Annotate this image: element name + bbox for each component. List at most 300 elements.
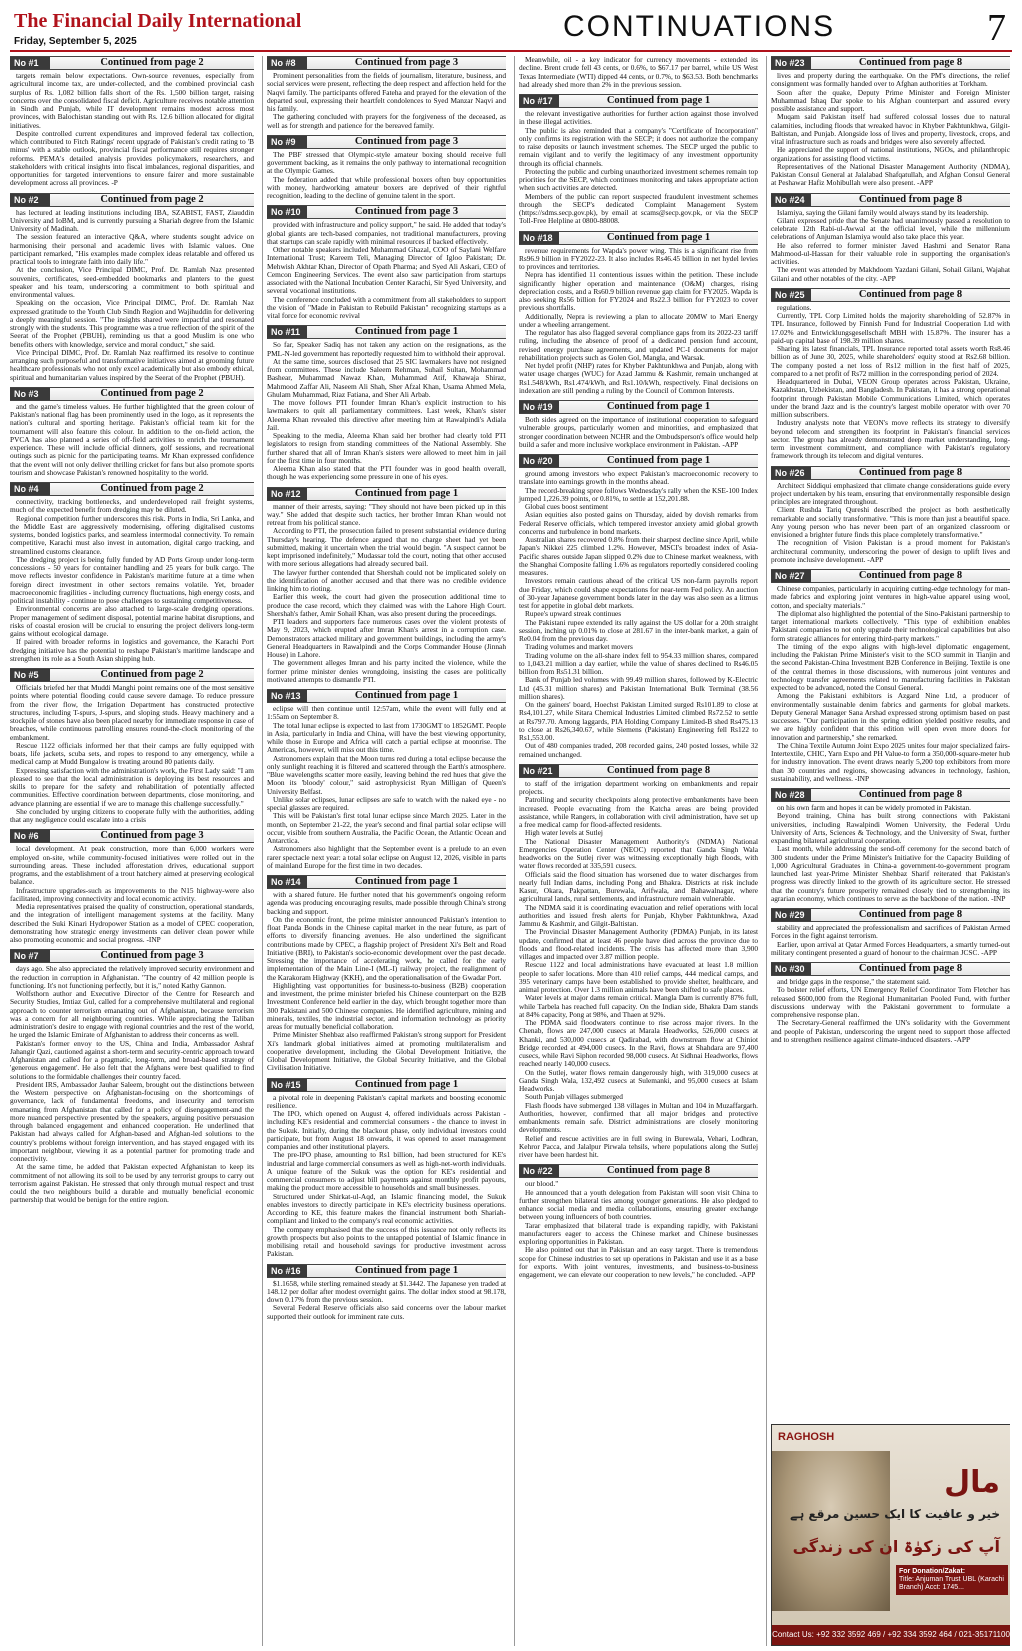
article-body [771,924,1010,957]
ad-portrait-image [772,1451,890,1611]
article-paragraph: The PDMA said floodwaters continue to rise across major rivers. In the Chenab, flows are 247,000 cusecs at Marala Headworks, 526,000 cusecs at Khanki, and 530,000 cusecs at Qadirabad, with downstream flow at Chiniot Bridge recorded at 494,000 cusecs. In the Ravi, flows at Shahdara are 97,400 cusecs, while Ravi Siphon recorded 98,000 cusecs. At Sidhnai Headworks, flows reached nearly 140,000 cusecs. [519,1018,758,1069]
article-paragraph: Net hydel profit (NHP) rates for Khyber Pakhtunkhwa and Punjab, along with water usage charges (WUC) for Azad Jammu & Kashmir, remain unchanged at Rs1.548/kWh, Rs1.474/kWh, and Rs1.10/kWh, respectively. Final decisions on indexation are still pending a ruling by the Council of Common Interests. [519,361,758,395]
continued-from-label: Continued from page 2 [100,483,204,494]
article-header [519,231,758,245]
article-number: No #30 [771,963,811,975]
article-body [771,209,1010,283]
ad-contact: Contact Us: +92 332 3592 469 / +92 334 3592 464 / 021-35171100 [772,1625,1010,1645]
continued-from-label: Continued from page 1 [354,876,459,887]
continued-from-label: Continued from page 8 [858,963,963,974]
article-body [10,498,254,663]
article-paragraph: on his own farm and hopes it can be widely promoted in Pakistan. [777,803,971,812]
article [771,569,1010,783]
article-paragraph: Representatives of the National Disaster Management Authority (NDMA), Pakistan Consul General at Jalalabad Shafqatullah, and Afghan Consul General at Peshawar Hafiz Mohibullah were also present. -APP [771,161,1010,188]
article-paragraph: The session featured an interactive Q&A, where students sought advice on harmonising their personal and academic lives with Islamic values. One participant remarked, "His examples made complex ideas relatable and offered us practical tools to integrate faith into daily life." [10,232,254,266]
article-paragraph: On the Sutlej, water flows remain dangerously high, with 319,000 cusecs at Ganda Singh Wala, 132,492 cusecs at Sulemanki, and 95,000 cusecs at Islam Headworks. [519,1067,758,1093]
continued-from-label: Continued from page 8 [858,57,963,68]
article-number: No #8 [267,57,307,69]
article-paragraph: $1.1658, while sterling remained steady at $1.3442. The Japanese yen traded at 148.12 per dollar after modest overnight gains. The dollar index stood at 98.178, down 0.17% from the previous session. [267,1278,506,1304]
article-header [267,205,506,219]
article [519,400,758,449]
article-paragraph: Rupee's upward streak continues [525,609,622,619]
article [267,689,506,870]
article-body [267,341,506,481]
article-paragraph: Prime Minister Shehbaz also reaffirmed Pakistan's strong support for President Xi's landmark global initiatives aimed at promoting multilateralism and cooperative development, including the Global Development Initiative, the Global Development Initiative, the Global Security Initiative, and the Global Civilisation Initiative. [267,1030,506,1073]
article [771,466,1010,565]
continued-from-label: Continued from page 8 [858,909,963,920]
article-body [267,1094,506,1259]
article-header [771,288,1010,302]
article-paragraph: Among the Pakistani exhibitors is Azgard Nine Ltd, a producer of environmentally sustainable denim fabrics and garments for global markets. Deputy General Manager Sana Arshad expressed strong optimism based on past successes. "Our participation in the spring edition yielded positive results, and we are highly confident that this edition will open even more doors for innovation and partnership," she remarked. [771,691,1010,742]
article-paragraph: The dredging project is being fully funded by AD Ports Group under long-term concessions - 50 years for container handling and 25 years for bulk cargo. The move reflects investor confidence in Pakistan's maritime future at a time when foreign direct investment in other sectors remains volatile. Yet, broader macroeconomic fragilities - including currency fluctuations, high energy costs, and political instability - continue to pose challenges to sustaining competitiveness. [10,554,254,605]
continued-from-label: Continued from page 8 [858,193,963,205]
article-paragraph: Flash floods have submerged 138 villages in Multan and 104 in Muzaffargarh. Authorities, however, confirmed that all major bridges and protective embankments remain safe. District administrations are closely monitoring developments. [519,1100,758,1135]
article-paragraph: eclipse will then continue until 12:57am, while the event will fully end at 1:55am on September 8. [267,704,506,722]
article-paragraph: The lawyer further contended that Shershah could not be implicated solely on the identification of another accused and that there was no credible evidence linking him to rioting. [267,567,506,593]
article-paragraph: Last month, while addressing the send-off ceremony for the second batch of 300 students under the Prime Minister's Initiative for the Capacity Building of 1,000 Agricultural Graduates in China-a government-to-government program launched last year-Prime Minister Shehbaz Sharif reiterated that Pakistan's progress was directly linked to the growth of its agriculture sector. He stressed that the country's future prosperity remained closely tied to strengthening its agrarian economy, which continues to serve as the backbone of the nation. -INP [771,844,1010,903]
article-paragraph: Sharing its latest financials, TPL Insurance reported total assets worth Rs8.46 billion as of June 30, 2025, while shareholders' equity stood at Rs2.68 billion. The company posted a net loss of Rs12 million in the first half of 2025, compared to a net profit of Rs72 million in the corresponding period of 2024. [771,344,1010,378]
section-title: CONTINUATIONS [563,10,836,43]
article-number: No #4 [10,483,50,495]
article-paragraph: On the economic front, the prime minister announced Pakistan's intention to float Panda Bonds in the Chinese capital market in the near future, as part of efforts to diversify financing avenues. He also underlined the significant contributions made by CPEC, a flagship project of President Xi's Belt and Road Initiative (BRI), to Pakistan's socio-economic development over the past decade. Stressing the importance of accelerating work, he called for the early implementation of the Main Line-I (ML-I) railway project, the realignment of the Karakoram Highway (KKH), and the operationalisation of the Gwadar Port. [267,914,506,982]
article-paragraph: Infrastructure upgrades-such as improvements to the N15 highway-were also facilitated, improving connectivity and local economic activity. [10,885,254,903]
article-paragraph: Headquartered in Dubai, VEON Group operates across Pakistan, Ukraine, Kazakhstan, Uzbekistan, and Bangladesh. In Pakistan, it has a strong operational footprint through Pakistan Mobile Communications Limited, which operates under the brand Jazz and is the country's largest mobile operator with over 70 million subscribers. [771,377,1010,419]
article-number: No #9 [267,136,307,148]
ad-donation-box [896,1565,1008,1595]
article-number: No #21 [519,765,559,777]
article-header [771,56,1010,70]
article-paragraph: On the gainers' board, Hoechst Pakistan Limited surged Rs101.89 to close at Rs4,101.27, while Sitara Chemical Industries Limited climbed Rs72.52 to settle at Rs797.70. Among laggards, PIA Holding Company Limited-B shed Rs475.13 to close at Rs26,340.67, while Siemens (Pakistan) Engineering fell Rs122 to Rs1,553.00. [519,700,758,742]
article-paragraph: The Provincial Disaster Management Authority (PDMA) Punjab, in its latest update, confirmed that at least 46 people have died across the province due to floods and flood-related incidents. The crisis has affected more than 3,900 villages and impacted over 3.87 million people. [519,927,758,961]
article [267,205,506,320]
article-number: No #20 [519,455,559,467]
article-body [10,403,254,477]
article-paragraph: targets remain below expectations. Own-source revenues, especially from agricultural income tax, are under-collected, and the combined provincial cash surplus of Rs. 1,082 billion falls short of the Rs. 1,500 billion target, raising concerns over the consolidated fiscal deficit. Agriculture receives notable attention in Sindh and Punjab, while IT development remains modest across most provinces, with Balochistan standing out with Rs. 12.6 billion allocated for digital initiatives. [10,71,254,130]
article-paragraph: Structured under Shirkat-ul-Aqd, an Islamic financing model, the Sukuk enables investors to directly participate in KE's electricity business operations. According to KE, this feature makes the financial instrument both Shariah-compliant and linked to the company's real economic activities. [267,1191,506,1226]
article-paragraph: So far, Speaker Sadiq has not taken any action on the resignations, as the PML-N-led government has reportedly requested him to withhold their approval. [267,340,506,358]
article-paragraph: Astronomers also highlight that the September event is a prelude to an even rarer spectacle next year: a total solar eclipse on August 12, 2026, visible in parts of mainland Europe for the first time in two decades. [267,844,506,870]
article-paragraph: Officials briefed her that Muddi Manghi point remains one of the most sensitive points where potential flooding could cause severe damage. To reduce pressure from the river flow, the Irrigation Department has constructed protective structures, including T-spurs, J-spurs, and sloping studs. Heavy machinery and a stockpile of stones have also been placed nearby for immediate response in case of breaches, while continuous patrolling ensures round-the-clock monitoring of the embankment. [10,683,254,742]
article-body [10,209,254,382]
article-header [771,466,1010,480]
article-number: No #18 [519,232,559,244]
article-paragraph: At the conclusion, Vice Principal DIMC, Prof. Dr. Ramlah Naz presented souvenirs, certificates, seed-embedded bookmarks and planters to the guest speaker and his team, underscoring a commitment to both spiritual and environmental values. [10,265,254,299]
article-paragraph: The China Textile Autumn Joint Expo 2025 unites four major specialized fairs-Intertextile, CHIC, Yarn Expo and PH Value-to form a 350,000-square-meter hub for industry innovation. The event draws nearly 5,200 top exhibitors from more than 30 countries and regions, showcasing advances in technology, fashion, sustainability, and wellness. -INP [771,740,1010,783]
article-body [267,1280,506,1321]
column-1 [10,56,254,1646]
article [10,56,254,188]
article-paragraph: The event was attended by Makhdoom Yazdani Gilani, Sohail Gilani, Wajahat Gilani and other notables of the city. -APP [771,265,1010,283]
article-body [267,705,506,870]
article-header [771,569,1010,583]
article [10,482,254,663]
article-paragraph: Earlier this week, the court had given the prosecution additional time to produce the case record, which they claimed was with the Lahore High Court. Shershah's father, Amir Sohail Khan, was also present during the proceedings. [267,592,506,618]
continued-from-label: Continued from page 2 [100,193,204,205]
article-number: No #27 [771,570,811,582]
article-header [267,135,506,149]
article-paragraph: Highlighting vast opportunities for business-to-business (B2B) cooperation and investment, the prime minister briefed his Chinese counterpart on the B2B Investment Conference held earlier in the day, which brought together more than 300 Pakistani and 500 Chinese companies. He identified agriculture, mining and minerals, textiles, the industrial sector, and information technology as priority areas for mutually beneficial collaboration. [267,980,506,1031]
article-paragraph: The PBF stressed that Olympic-style amateur boxing should receive full government backing, as it remains the only pathway to international recognition at the Olympic Games. [267,149,506,176]
continued-from-label: Continued from page 1 [354,487,459,499]
article-paragraph: Global cues boost sentiment [525,502,609,511]
continued-from-label: Continued from page 1 [354,1264,459,1276]
article [267,135,506,201]
article-paragraph: a pivotal role in deepening Pakistan's capital markets and boosting economic resilience. [267,1092,506,1110]
article-paragraph: has lectured at leading institutions including IBA, SZABIST, FAST, Ziauddin University and IoBM, and is currently pursuing a Shariah degree from the Islamic University of Madinah. [10,207,254,233]
article-paragraph: The conference concluded with a commitment from all stakeholders to support the vision of "Made in Pakistan to Rebuild Pakistan" recognizing startups as a vital force for economic revival [267,294,506,320]
article-number: No #22 [519,1165,559,1177]
article-paragraph: Despite controlled current expenditures and improved federal tax collection, which contributed to Fitch Ratings' recent upgrade of Pakistan's credit rating to 'B minus' with a stable outlook, provincial fiscal performance still requires stronger reforms. PEMA's detailed analysis provides policymakers, researchers, and stakeholders with critical insights into fiscal imbalances, regional disparities, and opportunities for targeted interventions to ensure fairer and more sustainable development across all provinces. -P [10,128,254,188]
continued-from-label: Continued from page 1 [354,326,459,338]
article-number: No #13 [267,690,307,702]
continued-from-label: Continued from page 1 [606,455,711,466]
ad-subline: خیر و عافیت کا ایک حسین مرقع ہے [790,1507,1000,1521]
continued-from-label: Continued from page 8 [858,466,963,478]
article-paragraph: to staff of the irrigation department working on embankments and repair projects. [519,778,758,796]
issue-date: Friday, September 5, 2025 [14,36,137,47]
article-paragraph: Aleema Khan also stated that the PTI founder was in good health overall, though he was experiencing some pressure in one of his eyes. [267,464,506,482]
article-header [519,94,758,108]
article-paragraph: South Punjab villages submerged [525,1092,623,1102]
article-paragraph: President IRS, Ambassador Jauhar Saleem, brought out the distinctions between the Western perspective on Afghanistan-focusing on the shortcomings of governance, lack of fundamental freedoms, and insecurity and terrorism emanating from Afghanistan that called for a policy of disengagement-and the more nuanced perspective presented by the speakers, arguing positive persuasion through balanced engagement and enhanced cooperation. He underlined that Pakistan had always called for Afghan-based and Afghan-led solutions to the country's problems without foreign intervention, and has stayed engaged with its important neighbour, viewing it as a potential partner for promoting trade and connectivity. [10,1079,254,1163]
article [10,829,254,944]
continued-from-label: Continued from page 3 [354,206,459,218]
article-number: No #6 [10,830,50,842]
article [771,288,1010,461]
article-paragraph: The pre-IPO phase, amounting to Rs1 billion, had been structured for KE's industrial and large commercial consumers as well as high-net-worth individuals. A unique feature of the Sukuk was the option for KE's residential and commercial consumers to adjust bill payments against monthly profit payouts, making the product more accessible to households and small businesses. [267,1150,506,1193]
article-paragraph: The move follows PTI founder Imran Khan's explicit instruction to his lawmakers to quit all parliamentary committees. Last week, Khan's sister Aleema Khan revealed this directive after meeting him at Rawalpindi's Adiala Jail. [267,398,506,432]
article-paragraph: According to PTI, the prosecution failed to present substantial evidence during Thursday's hearing. The defence argued that no charge sheet had yet been submitted, making it uncertain when the trial would begin. "A suspect cannot be kept imprisoned indefinitely," Mudassar told the court, noting that other accused with more serious allegations had already secured bail. [267,526,506,569]
columns-container [10,56,1012,1646]
article-paragraph: Muqam said Pakistan itself had suffered colossal losses due to natural calamities, including floods that wreaked havoc in Khyber Pakhtunkhwa, Gilgit-Baltistan, and Punjab. Alongside loss of lives and property, livestock, crops, and vital infrastructure such as roads and bridges were also severely affected. [771,112,1010,146]
article-paragraph: The NDMA said it is coordinating evacuation and relief operations with local authorities and issued fresh alerts for Punjab, Khyber Pakhtunkhwa, Azad Jammu & Kashmir, and Gilgit-Baltistan. [519,902,758,928]
article-paragraph: Tarar emphasized that bilateral trade is expanding rapidly, with Pakistani manufacturers eager to access the Chinese market and Chinese businesses exploring opportunities in Pakistan. [519,1220,758,1246]
article-header [10,193,254,207]
article-number: No #11 [267,326,307,338]
article [519,56,758,89]
article [771,193,1010,283]
continued-from-label: Continued from page 3 [354,135,459,147]
article [10,387,254,477]
article-paragraph: He appreciated the support of national institutions, NGOs, and philanthropic organizations for assisting flood victims. [771,145,1010,163]
article-paragraph: Beyond training, China has built strong connections with Pakistani universities, including Rawalpindi Women University, the Federal Urdu University of Arts, Sciences & Technology, and the University of Swat, further expanding bilateral agricultural cooperation. [771,811,1010,845]
article-paragraph: stability and appreciated the professionalism and sacrifices of Pakistan Armed Forces in the fight against terrorism. [771,923,1010,941]
article-paragraph: He announced that a youth delegation from Pakistan will soon visit China to further strengthen bilateral ties among younger generations. He also pledged to enhance social media and media collaborations, ensuring greater exchange between young influencers of both countries. [519,1187,758,1222]
article-header [10,56,254,70]
article-body [771,304,1010,461]
article-paragraph: He also referred to former minister Javed Hashmi and Senator Rana Mahmood-ul-Hassan for their valuable role in supporting the organisation's activities. [771,240,1010,266]
article-paragraph: The IPO, which opened on August 4, offered individuals across Pakistan - including KE's residential and commercial consumers - the chance to invest in the Sukuk. Initially, during the blackout phase, only individual investors could participate, but from August 18 onwards, it was opened to asset management companies and other institutional players. [267,1109,506,1151]
article [267,1078,506,1259]
article-paragraph: Other notable speakers included Muhammad Ghazal, COO of Saylani Welfare International Trust; Kareem Teli, Managing Director of Igloo Pakistan; Dr. Mehwish Akhtar Khan, Director of Opath Pharma; and Syed Ali Askari, CEO of Cemcon Engineering Services. The event also saw participation from startups associated with the National Incubation Center Karachi, Sir Syed University, and several vocational institutions. [267,245,506,296]
continued-from-label: Continued from page 2 [100,57,204,68]
article-paragraph: our blood." [525,1179,559,1189]
article-paragraph: Earlier, upon arrival at Qatar Armed Forces Headquarters, a smartly turned-out military contingent presented a guard of honour to the chairman JCSC. -APP [771,939,1010,957]
newspaper-title: The Financial Daily International [14,10,302,32]
article-number: No #26 [771,467,811,479]
article-paragraph: Currently, TPL Corp Limited holds the majority shareholding of 52.87% in TPL Insurance, followed by Finnish Fund for Industrial Cooperation Ltd with 17.02% and Entwicklungsgesellschaft MBH with 15.87%. The insurer has a paid-up capital base of 198.39 million shares. [771,311,1010,345]
column-3 [514,56,758,1646]
article-paragraph: Wolfsthorn author and Executive Director of the Centre for Research and Security Studies, Imtiaz Gul, called for a comprehensive multilateral and regional approach to counter terrorism emanating out of Afghanistan, because terrorism was a concern for all neighbouring countries. While appreciating the Taliban administration's desire to engage with regional countries and the rest of the world, he urged the Islamic Emirate of Afghanistan to address their concerns as well. [10,989,254,1040]
page-number: 7 [987,7,1006,49]
article-paragraph: lives and property during the earthquake. On the PM's directions, the relief consignment was formally handed over to Afghan authorities at Torkham. [771,71,1010,89]
article-paragraph: Water levels at major dams remain critical. Mangla Dam is currently 87% full, while Tarbela has reached full capacity. On the Indian side, Bhakra Dam stands at 84% capacity, Pong at 98%, and Thaen at 92%. [519,993,758,1019]
article-body [771,978,1010,1044]
article-paragraph: To bolster relief efforts, UN Emergency Relief Coordinator Tom Fletcher has released $600,000 from the Regional Humanitarian Pooled Fund, with further discussions underway with the Pakistani government to formulate a comprehensive response plan. [771,985,1010,1019]
continued-from-label: Continued from page 2 [100,669,204,680]
article-paragraph: The Pakistani rupee extended its rally against the US dollar for a 20th straight session, inching up 0.01% to close at 281.67 in the inter-bank market, a gain of Re0.04 from the previous day. [519,617,758,643]
masthead [10,6,1012,50]
article-paragraph: Unlike solar eclipses, lunar eclipses are safe to watch with the naked eye - no special glasses are required. [267,794,506,812]
article-paragraph: local development. At peak construction, more than 6,000 workers were employed on-site, while community-focused initiatives were rolled out in the surrounding areas. These included afforestation drives, educational support programs, and the establishment of a trout hatchery aimed at preserving ecological balance. [10,844,254,887]
article-body [519,110,758,226]
article-paragraph: The record-breaking spree follows Wednesday's rally when the KSE-100 Index jumped 1,226.39 points, or 0.81%, to settle at 152,201.88. [519,485,758,503]
article-paragraph: Environmental concerns are also attached to large-scale dredging operations. Proper management of sediment disposal, potential marine habitat disruptions, and risks of coastal erosion will be crucial to ensuring the project delivers long-term gains without ecological damage. [10,604,254,638]
ad-headline: مال [944,1465,1000,1500]
article-paragraph: Meanwhile, oil - a key indicator for currency movements - extended its decline. Brent crude fell 43 cents, or 0.6%, to $67.17 per barrel, while US West Texas Intermediate (WTI) dipped 44 cents, or 0.7%, to $63.53. Both benchmarks had already shed more than 2% in the previous session. [519,56,758,89]
ad-donation-title: For Donation/Zakat: [899,1568,966,1575]
article-header [519,454,758,468]
article-paragraph: The recognition of Vision Pakistan is a proud moment for Pakistan's architectural community, underscoring the power of design to uplift lives and promote inclusive development. -APP [771,538,1010,564]
article-number: No #19 [519,401,559,413]
article-body [267,221,506,320]
article-body [771,585,1010,783]
article-header [10,949,254,963]
article-paragraph: Investors remain cautious ahead of the critical US non-farm payrolls report due Friday, which could shape expectations for near-term Fed policy. An auction of 30-year Japanese government bonds later in the day was also seen as a litmus test for appetite in global debt markets. [519,576,758,610]
article-body [519,470,758,759]
article [519,1164,758,1279]
article-number: No #23 [771,57,811,69]
article-paragraph: Patrolling and security checkpoints along protective embankments have been increased. People evacuating from the Katcha areas are being provided assistance, while Rangers, in collaboration with civil administration, have set up a free medical camp for flood-affected residents. [519,795,758,829]
continued-from-label: Continued from page 3 [354,57,459,68]
article-paragraph: Soon after the quake, Deputy Prime Minister and Foreign Minister Muhammad Ishaq Dar spoke to his Afghan counterpart and assured every possible assistance and support. [771,87,1010,113]
article-paragraph: Expressing satisfaction with the administration's work, the First Lady said: "I am pleased to see that the local administration is deploying its best resources and skills to prepare for the safety and rehabilitation of potentially affected communities. Effective coordination between departments, close monitoring, and advance planning are essential if we are to manage this challenge successfully." [10,765,254,808]
article-paragraph: and bridge gaps in the response," the statement said. [777,977,931,986]
article-paragraph: Media representatives praised the quality of construction, operational standards, and the integration of intelligent management systems at the facility. Many described the Suki Kinari Hydropower Station as a model of CPEC cooperation, demonstrating how strategic energy investments can deliver clean power while also promoting economic and social progress. -INP [10,902,254,944]
masthead-rule [10,50,1012,52]
article-paragraph: The timing of the expo aligns with high-level diplomatic engagement, including the Pakistan Prime Minister's visit to the SCO summit in Tianjin and the second Pakistan-China Investment B2B Conference in Beijing. Textile is one of the central themes in those discussions, with numerous joint ventures and technology transfer agreements related to manufacturing facilities in Pakistan expected to be advanced, noted the Consul General. [771,641,1010,692]
article-paragraph: Pakistan's former envoy to the US, China and India, Ambassador Ashraf Jahangir Qazi, cautioned against a short-term and security-centric approach toward Afghanistan and called for a pragmatic, long-term, and broad-based strategy of 'generous engagement'. He also felt that the Afghans were best qualified to find solutions to the formidable challenges their country faced. [10,1038,254,1081]
article-number: No #5 [10,669,50,681]
article-number: No #7 [10,950,50,962]
zakat-advertisement[interactable] [771,1424,1010,1646]
article-paragraph: with a shared future. He further noted that his government's ongoing reform agenda was producing encouraging results, made possible through China's strong backing and support. [267,890,506,916]
article-paragraph: Speaking to the media, Aleema Khan said her brother had clearly told PTI legislators to resign from standing committees of the National Assembly. She further shared that all of Imran Khan's sisters were allowed to meet him in jail for the first time in four months. [267,431,506,465]
article-paragraph: High water levels at Sutlej [525,828,603,838]
article [771,788,1010,903]
article [771,56,1010,188]
article-paragraph: and the game's timeless values. He further highlighted that the green colour of Pakistan's national flag has been prominently used in the logo, as it represents the nation's cultural and sporting heritage. Pakistan's official team kit for the tournament will also feature this colour. In addition to the on-field action, the PVCA has also planned a series of off-field activities to enrich the tournament experience. These will include official dinners, golf sessions, and recreational outings such as picnic for the participating teams. Mr Khan expressed confidence that the event will not only deliver thrilling cricket for fans but also promote sports tourism and showcase Pakistan's renowned hospitality to the world. [10,401,254,477]
continued-from-label: Continued from page 8 [858,570,963,581]
article-paragraph: Relief and rescue activities are in full swing in Burewala, Vehari, Lodhran, Kehror Pacca, and Jalalpur Pirwala tehsils, where populations along the Sutlej river have been hardest hit. [519,1133,758,1159]
article-paragraph: Trading volumes and market movers [525,642,633,652]
article-paragraph: Regional competition further underscores this risk. Ports in India, Sri Lanka, and the Middle East are aggressively modernising, offering digitalised customs systems, bonded logistics parks, and seamless intermodal connectivity. To remain competitive, Karachi must also invest in automation, digital cargo tracking, and streamlined customs clearance. [10,513,254,556]
article-header [267,56,506,70]
article-number: No #12 [267,488,307,500]
article-paragraph: At the same time, sources disclosed that 25 SIC lawmakers have not resigned from committees. These include Saleem Rehman, Suhail Sultan, Mohammad Bashear, Muhammad Nawaz Khan, Muhammad Atif, Khawaja Shiraz, Mahmood Zaffar Ali, Naseem Ali Shah, Sher Afzal Khan, Usama Ahmed Mela, Ghulam Muhammad, Riaz Fatiana, and Sher Ali Arbab. [267,356,506,399]
article-paragraph: The total lunar eclipse is expected to last from 1730GMT to 1852GMT. People in Asia, particularly in India and China, will have the best viewing opportunity, while those in Europe and Africa will catch a partial eclipse at moonrise. The Americas, however, will miss out this time. [267,720,506,755]
continued-from-label: Continued from page 3 [100,830,204,842]
article-paragraph: Protecting the public and curbing unauthorized investment schemes remain top priorities for the SECP, which continues monitoring and takes appropriate action when such activities are detected. [519,166,758,193]
article [10,949,254,1204]
article-body [771,72,1010,188]
article-paragraph: Chinese companies, particularly in acquiring cutting-edge technology for man-made fabrics and exploring joint ventures in high-value apparel using wool, cotton, and specialty materials." [771,584,1010,610]
article-paragraph: The diplomat also highlighted the potential of the Sino-Pakistani partnership to target international markets collectively. "This type of exhibition enables Pakistani companies to not only upgrade their technological capabilities but also form strategic alliances for entering third-party markets." [771,608,1010,643]
article-header [10,829,254,843]
column-2 [262,56,506,1646]
article-paragraph: Several Federal Reserve officials also said concerns over the labour market supported their outlook for imminent rate cuts. [267,1303,506,1321]
article [267,875,506,1073]
article-paragraph: The company emphasised that the success of this issuance not only reflects its growth prospects but also points to the untapped potential of Islamic finance in mobilising retail and household savings for productive investment across Pakistan. [267,1224,506,1259]
article [519,454,758,759]
article-number: No #17 [519,95,559,107]
article-paragraph: The government alleges Imran and his party incited the violence, while the former prime minister denies wrongdoing, insisting the cases are politically motivated attempts to dismantle PTI. [267,658,506,684]
article-paragraph: The public is also reminded that a company's "Certificate of Incorporation" only confirms its registration with the SECP; it does not authorize the company to raise deposits or launch investment schemes. The SECP urged the public to remain vigilant and to verify the legitimacy of any investment opportunity through its official channels. [519,125,758,168]
article [10,193,254,382]
article-paragraph: Industry analysts note that VEON's move reflects its strategy to diversify beyond telecom and strengthen its footprint in Pakistan's financial services sector. The group has already demonstrated deep market understanding, long-term investment commitment, and compliance with Pakistan's regulatory framework through its telecom and digital ventures. [771,418,1010,461]
article-paragraph: regulations. [777,302,812,312]
article [267,325,506,481]
article-body [519,780,758,1160]
article-header [10,668,254,682]
article-paragraph: provided with infrastructure and policy support," he said. He added that today's global giants are tech-based companies, not traditional manufacturers, proving that startups can scale rapidly with minimal resources if backed effectively. [267,220,506,246]
article-body [267,72,506,130]
article-header [267,875,506,889]
article-header [267,1078,506,1092]
article-paragraph: revenue requirements for Wapda's power wing. This is a significant rise from Rs96.9 billion in FY2022-23. It also includes Rs46.45 billion in net hydel levies to provinces and territories. [519,245,758,271]
article-paragraph: Officials said the flood situation has worsened due to water discharges from nearly full Indian dams, including Pong and Bhakra. Districts at risk include Kasur, Okara, Pakpattan, Burewala, Arifwala, and Bahawalnagar, where agricultural lands, rural settlements, and infrastructure remain vulnerable. [519,869,758,904]
article-number: No #14 [267,876,307,888]
article-paragraph: He also pointed out that in Pakistan and an easy target. There is tremendous scope for Chinese industries to set up operations in Pakistan and use it as a base for exports. With joint ventures, investments, and business-to-business engagement, we can elevate our cooperation to new levels," he concluded. -APP [519,1245,758,1279]
article-body [519,1180,758,1279]
article-number: No #15 [267,1079,307,1091]
article [267,1264,506,1321]
article-body [267,891,506,1073]
article-body [10,845,254,944]
article-paragraph: Trading volume on the all-share index fell to 954.33 million shares, compared to 1,043.21 million a day earlier, while the value of shares declined to Rs46.05 billion from Rs51.31 billion. [519,650,758,676]
article-body [10,965,254,1204]
continued-from-label: Continued from page 8 [606,764,711,776]
article-body [267,503,506,685]
article-body [519,416,758,449]
article-paragraph: Out of 480 companies traded, 208 recorded gains, 240 posted losses, while 32 remained unchanged. [519,741,758,759]
continued-from-label: Continued from page 8 [858,789,963,800]
continued-from-label: Continued from page 1 [606,401,711,412]
article-body [267,151,506,201]
article-paragraph: Rescue 1122 and local administrations have evacuated at least 1.8 million people to safer locations. More than 410 relief camps, 444 medical camps, and 395 veterinary camps have been established to provide shelter, healthcare, and animal protection. Over 1.3 million animals have been shifted to safe places. [519,960,758,994]
continued-from-label: Continued from page 1 [606,231,711,243]
article-header [267,1264,506,1278]
continued-from-label: Continued from page 2 [100,387,204,399]
article-paragraph: Client Rushda Tariq Qureshi described the project as both aesthetically remarkable and socially transformative. "This is more than just a beautiful space. Any young person who has never been part of an organized classroom or envisioned a brighter future finds this place completely transformative." [771,505,1010,539]
continued-from-label: Continued from page 1 [606,95,711,106]
article-paragraph: The Secretary-General reaffirmed the UN's solidarity with the Government and people of Pakistan, underscoring the urgent need to support those affected and to strengthen resilience against climate-induced disasters. -APP [771,1018,1010,1044]
article-paragraph: Additionally, Nepra is reviewing a plan to allocate 20MW to Mari Energy under a wheeling arrangement. [519,311,758,329]
ad-donation-body: Title: Anjuman Trust UBL (Karachi Branch) Acct: 1745... [899,1576,1004,1591]
article-paragraph: Both sides agreed on the importance of institutional cooperation to safeguard vulnerable groups, particularly women and minorities, and emphasized that stronger coordination between NCHR and the Ombudsperson's office would help build a safer and more inclusive workplace environment in Pakistan. -APP [519,415,758,449]
article-paragraph: The federation added that while professional boxers often buy opportunities with money, hardworking amateur boxers are deprived of their rightful recognition, leading to the decline of genuine talent in the sport. [267,174,506,200]
article-number: No #28 [771,789,811,801]
article-header [519,400,758,414]
article-paragraph: At the same time, he added that Pakistan expected Afghanistan to keep its commitment of not allowing its soil to be used by any terrorist groups to carry out terrorism against Pakistan. He stressed that only through mutual respect and trust could the two neighbours build a durable and mutually beneficial economic partnership that would be benign for the entire region. [10,1162,254,1205]
continued-from-label: Continued from page 1 [354,1078,459,1090]
article-paragraph: manner of their arrests, saying: "They should not have been picked up in this way." She added that despite such tactics, her brother Imran Khan would not retreat from his political stance. [267,501,506,527]
article [519,94,758,226]
article-paragraph: This will be Pakistan's first total lunar eclipse since March 2025. Later in the month, on September 21-22, the year's second and final partial solar eclipse will occur, visible from southern Australia, the Pacific Ocean, the Atlantic Ocean and Antarctica. [267,811,506,845]
article-paragraph: connectivity, tracking bottlenecks, and underdeveloped rail freight systems, much of the expected benefit from dredging may be diluted. [10,497,254,515]
article-paragraph: Nepra has identified 11 contentious issues within the petition. These include significantly higher operation and maintenance (O&M) charges, rising depreciation costs, and a Rs60.9 billion revenue gap claim for FY2025. Wapda is also seeking Rs56 billion for FY2024 and Rs22.3 billion for FY2023 to cover previous shortfalls. [519,270,758,313]
article-paragraph: Vice Principal DIMC, Prof. Dr. Ramlah Naz reaffirmed its resolve to continue arranging such purposeful and transformative initiatives aimed at grooming future healthcare professionals who not only excel academically but also embody ethical, spiritual and humanitarian values inspired by the Seerat of the Prophet (PBUH). [10,347,254,382]
article [267,56,506,130]
article-header [10,482,254,496]
article-header [771,962,1010,976]
article-number: No #1 [10,57,50,69]
article-body [771,804,1010,903]
article-body [519,56,758,89]
article [519,764,758,1160]
article-paragraph: If paired with broader reforms in logistics and governance, the Karachi Port dredging initiative has the potential to reshape Pakistan's maritime landscape and strengthen its role as a South Asian shipping hub. [10,637,254,663]
article-body [10,72,254,188]
article-paragraph: the relevant investigative authorities for further action against those involved in these illegal activities. [519,109,758,127]
article-header [267,689,506,703]
article-header [771,908,1010,922]
article-paragraph: Bank of Punjab led volumes with 99.49 million shares, followed by K-Electric Ltd (45.31 million shares) and Pakistan International Bulk Terminal (38.56 million shares). [519,675,758,701]
article-number: No #25 [771,289,811,301]
article-paragraph: Gilani expressed pride that the Senate had unanimously passed a resolution to celebrate 12th Rabi-ul-Awwal at the official level, while the millennium celebrations of Anjuman Islamiya would also take place this year. [771,215,1010,242]
article-body [519,247,758,396]
article-header [267,487,506,501]
article-paragraph: Islamiya, saying the Gilani family would always stand by its leadership. [777,207,989,217]
continued-from-label: Continued from page 8 [606,1165,711,1177]
article-body [771,482,1010,565]
article [771,908,1010,957]
article [519,231,758,396]
article [267,487,506,685]
article-paragraph: Astronomers explain that the Moon turns red during a total eclipse because the only sunlight reaching it is filtered and scattered through the Earth's atmosphere. "Blue wavelengths scatter more easily, leaving behind the red hues that give the Moon its 'bloody' colour," said astrophysicist Ryan Milligan of Queen's University Belfast. [267,753,506,796]
article-paragraph: Rescue 1122 officials informed her that their camps are fully equipped with boats, life jackets, scuba sets, and ropes to respond to any emergency, while a medical camp at Mudd Bungalow is treating around 80 patients daily. [10,740,254,767]
article-header [771,193,1010,207]
article-paragraph: days ago. She also appreciated the relatively improved security environment and the reduction in corruption in Afghanistan. "The country of 42 million people is functioning. It's not functioning perfectly, but it is," noted Kathy Gannon. [10,964,254,990]
article-paragraph: Members of the public can report suspected fraudulent investment schemes through the SECP's dedicated Complaint Management System (https://sdms.secp.gov.pk), by email at scams@secp.gov.pk, or via the SECP Toll-Free Helpline at 0800-88008. [519,191,758,226]
continued-from-label: Continued from page 8 [858,288,963,300]
article-number: No #24 [771,194,811,206]
article-paragraph: The gathering concluded with prayers for the forgiveness of the deceased, as well as for strength and patience for the bereaved family. [267,112,506,130]
article-header [771,788,1010,802]
article-paragraph: Australian shares recovered 0.8% from their sharpest decline since April, while Japan's Nikkei 225 climbed 1.2%. However, MSCI's broadest index of Asia-Pacific shares outside Japan slipped 0.2% due to Chinese market weakness, with the Shanghai Composite falling 1.6% as regulators reportedly considered cooling measures. [519,535,758,577]
article-paragraph: The National Disaster Management Authority's (NDMA) National Emergencies Operation Center (NEOC) reported that Ganda Singh Wala headworks on the Sutlej river was witnessing exceptionally high floods, with water flows recorded at 335,591 cusecs. [519,836,758,871]
article-paragraph: ground among investors who expect Pakistan's macroeconomic recovery to translate into earnings growth in the months ahead. [519,469,758,487]
ad-tagline: آپ کی زکوٰۃ ان کی زندگی [792,1537,1000,1556]
article-header [267,325,506,339]
article-paragraph: She concluded by urging citizens to cooperate fully with the authorities, adding that any negligence could escalate into a crisis [10,806,254,824]
article-header [519,764,758,778]
article-paragraph: Architect Siddiqui emphasized that climate change considerations guide every project undertaken by his team, ensuring that environmentally responsible design principles are integrated throughout. [771,480,1010,506]
continued-from-label: Continued from page 1 [354,690,459,701]
article-number: No #2 [10,194,50,206]
article-number: No #16 [267,1265,307,1277]
column-4 [766,56,1010,1646]
article-header [519,1164,758,1178]
article-number: No #3 [10,388,50,400]
continued-from-label: Continued from page 3 [100,950,204,962]
article-body [10,684,254,824]
article [10,668,254,824]
article-paragraph: Asian equities also posted gains on Thursday, aided by dovish remarks from Federal Reserve officials, which tempered investor anxiety amid global growth concerns and turbulence in bond markets. [519,510,758,536]
article [771,962,1010,1044]
article-paragraph: The regulator has also flagged several compliance gaps from its 2022-23 tariff ruling, including the absence of proof of a dedicated pension fund account, revised energy purchase agreements, and updated PC-I documents for major rehabilitation projects such as Golen Gol, Mangla, and Warsak. [519,328,758,362]
article-number: No #10 [267,206,307,218]
article-number: No #29 [771,909,811,921]
